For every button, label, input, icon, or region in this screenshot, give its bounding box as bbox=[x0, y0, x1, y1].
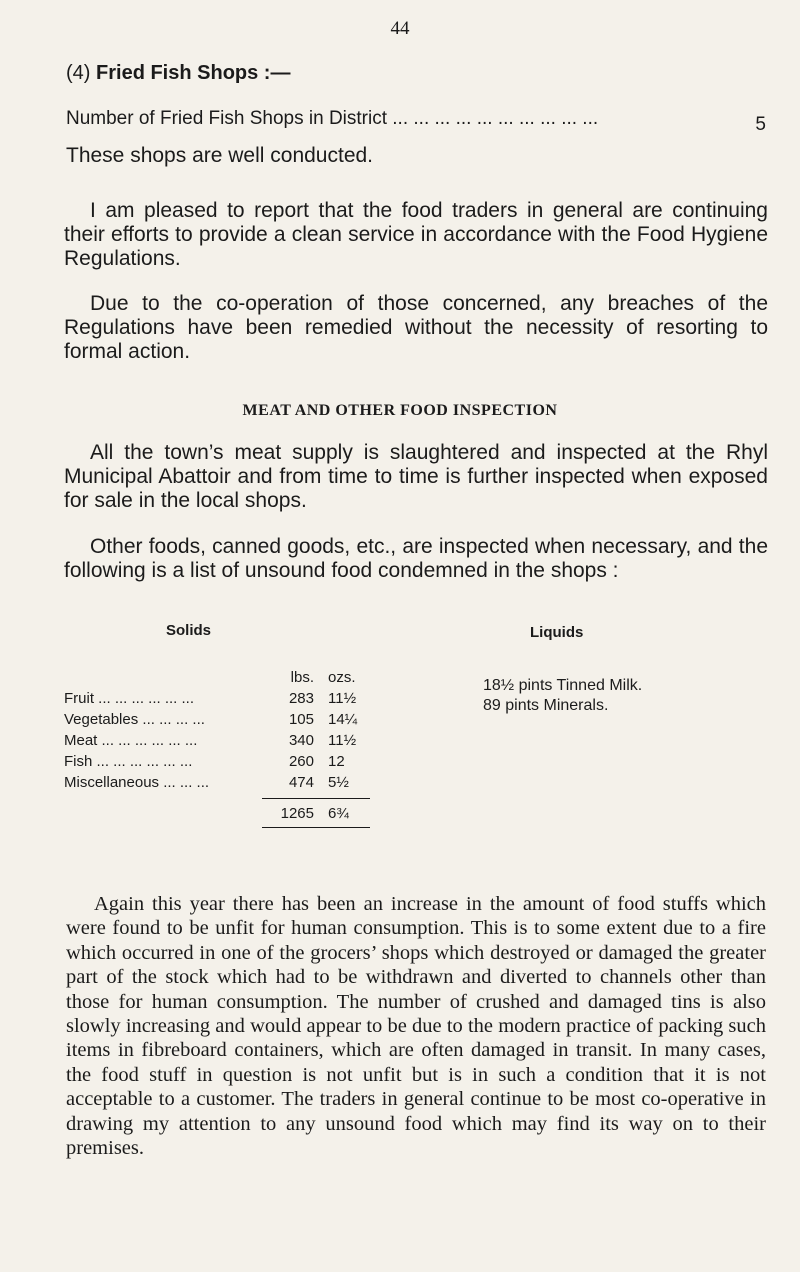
list-item: 18½ pints Tinned Milk. bbox=[483, 677, 643, 694]
liquids-list bbox=[483, 676, 642, 716]
paragraph-meat-supply bbox=[64, 441, 768, 513]
paragraph-text: I am pleased to report that the food traders in general are continuing their efforts to provide a clean service in accordance with the Food Hygiene Regulations. bbox=[64, 199, 768, 270]
paragraph-food-traders bbox=[64, 199, 768, 271]
total-ozs: 6¾ bbox=[328, 805, 349, 822]
row-lbs: 105 bbox=[288, 711, 314, 728]
row-ozs: 11½ bbox=[328, 690, 357, 707]
row-ozs: 11½ bbox=[328, 732, 357, 749]
count-value: 5 bbox=[755, 114, 766, 135]
page-number: 44 bbox=[390, 18, 410, 39]
row-lbs: 283 bbox=[288, 690, 314, 707]
row-lbs: 260 bbox=[288, 753, 314, 770]
total-lbs: 1265 bbox=[280, 805, 314, 822]
paragraph-text: Again this year there has been an increase in the amount of food stuffs which were found to be unfit for human consumption. This is to some extent due to a fire which occurred in one of the grocers’ shops which destroyed or damaged the greater part of the stock which had to be withdrawn and diverted to channels other than those for human consumption. The number of crushed and damaged tins is also slowly increasing and would appear to be due to the modern practice of packing such items in fibreboard containers, which are often damaged in transit. In many cases, the food stuff in question is not unfit but is in such a condition that it is not acceptable to a customer. The traders in general continue to be most co-operative in drawing my attention to any unsound food which may find its way on to their premises. bbox=[66, 893, 766, 1160]
paragraph-other-foods bbox=[64, 535, 768, 583]
paragraph-food-stuffs bbox=[66, 892, 766, 1160]
list-item: 89 pints Minerals. bbox=[483, 697, 609, 714]
row-lbs: 474 bbox=[288, 774, 314, 791]
section-number: (4) bbox=[66, 62, 91, 84]
count-label: Number of Fried Fish Shops in District ... ... ... ... ... ... ... ... ... ... bbox=[66, 108, 599, 129]
table-row bbox=[64, 772, 386, 793]
paragraph-text: All the town’s meat supply is slaughtered and inspected at the Rhyl Municipal Abattoir and from time to time is further inspected when exposed for sale in the local shops. bbox=[64, 441, 768, 512]
solids-table bbox=[64, 667, 386, 824]
meat-inspection-heading: MEAT AND OTHER FOOD INSPECTION bbox=[242, 402, 558, 419]
col-ozs: ozs. bbox=[328, 669, 356, 686]
table-row bbox=[64, 751, 386, 772]
section-title: Fried Fish Shops :— bbox=[96, 62, 291, 84]
solids-header-row bbox=[64, 667, 386, 688]
paragraph-co-operation bbox=[64, 292, 768, 364]
row-item: Fish ... ... ... ... ... ... bbox=[64, 753, 193, 770]
row-lbs: 340 bbox=[288, 732, 314, 749]
solids-label: Solids bbox=[166, 622, 212, 639]
row-item: Fruit ... ... ... ... ... ... bbox=[64, 690, 195, 707]
paragraph-text: Due to the co-operation of those concerned, any breaches of the Regulations have been remedied without the necessity of resorting to formal action. bbox=[64, 292, 768, 363]
fried-fish-count-row bbox=[66, 108, 766, 135]
row-item: Meat ... ... ... ... ... ... bbox=[64, 732, 198, 749]
row-ozs: 12 bbox=[328, 753, 345, 770]
paragraph-text: Other foods, canned goods, etc., are inspected when necessary, and the following is a list of unsound food condemned in the shops : bbox=[64, 535, 768, 582]
section-heading-fried-fish bbox=[66, 62, 290, 85]
row-item: Miscellaneous ... ... ... bbox=[64, 774, 210, 791]
row-ozs: 14¼ bbox=[328, 711, 358, 728]
fried-fish-note: These shops are well conducted. bbox=[66, 144, 374, 167]
table-row bbox=[64, 709, 386, 730]
total-rule-bottom bbox=[262, 827, 370, 828]
row-item: Vegetables ... ... ... ... bbox=[64, 711, 205, 728]
total-rule-top bbox=[262, 798, 370, 799]
table-row bbox=[64, 730, 386, 751]
col-lbs: lbs. bbox=[290, 669, 314, 686]
row-ozs: 5½ bbox=[328, 774, 349, 791]
table-row bbox=[64, 688, 386, 709]
liquids-label: Liquids bbox=[530, 624, 584, 641]
